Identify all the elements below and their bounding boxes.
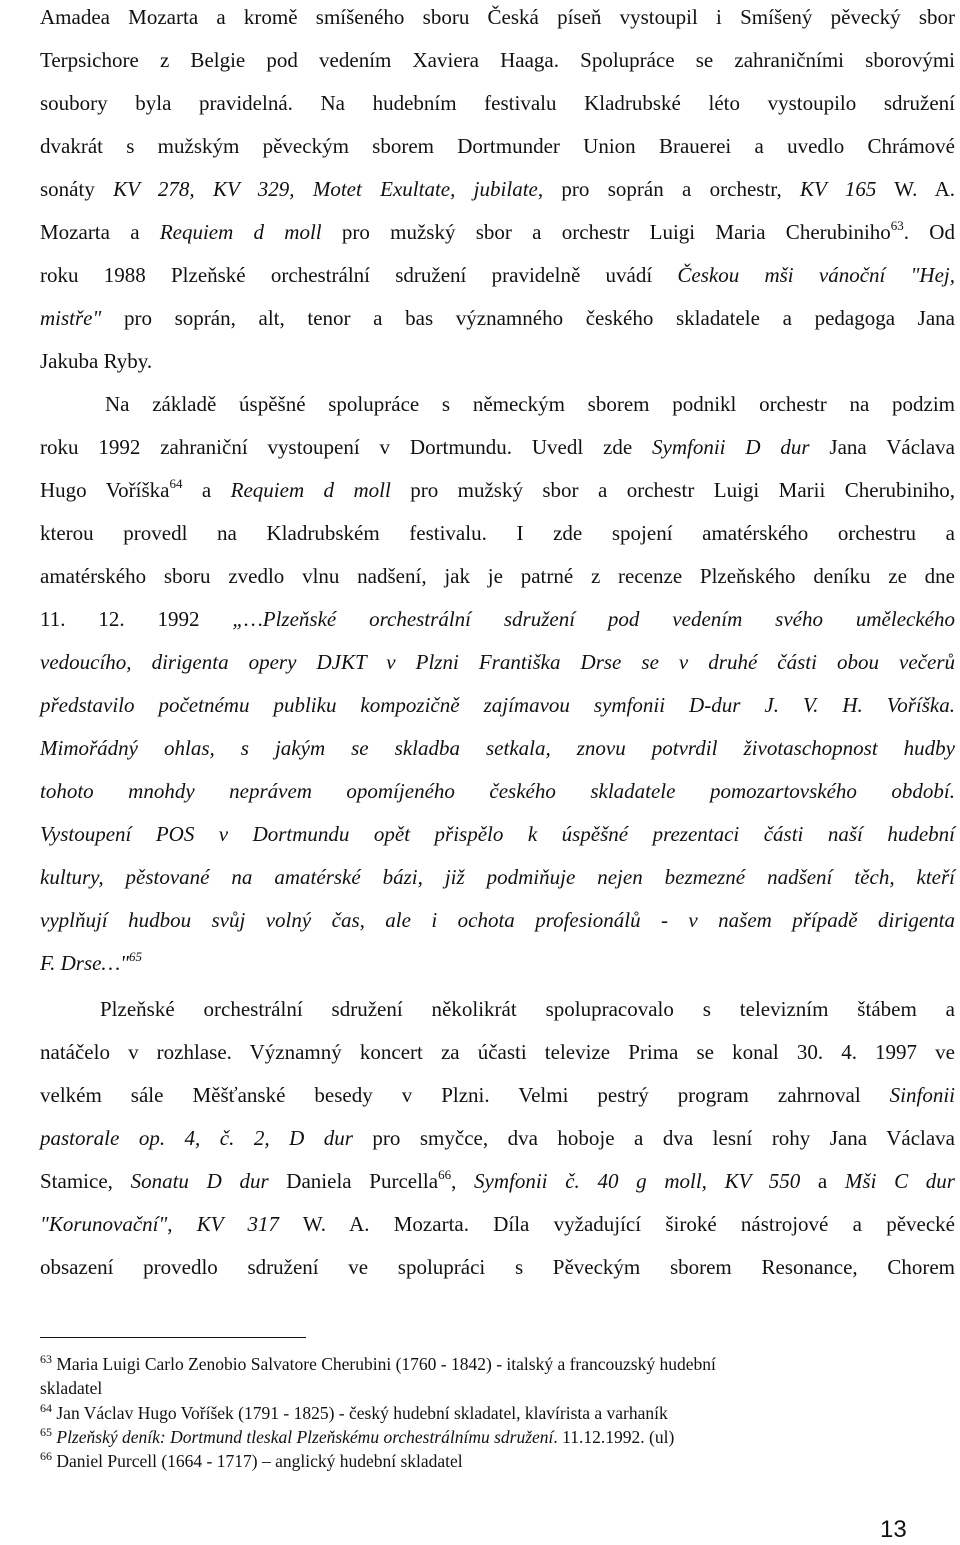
body-line: Amadea Mozarta a kromě smíšeného sboru Česká píseň vystoupil i Smíšený pěvecký sbor [40,5,955,29]
body-line: soubory byla pravidelná. Na hudebním festivalu Kladrubské léto vystoupilo sdružení [40,91,955,115]
body-line: natáčelo v rozhlase. Významný koncert za účasti televize Prima se konal 30. 4. 1997 ve [40,1040,955,1064]
footnote-separator [40,1337,306,1338]
body-line: amatérského sboru zvedlo vlnu nadšení, jak je patrné z recenze Plzeňského deníku ze dne [40,564,955,588]
body-line: sonáty KV 278, KV 329, Motet Exultate, jubilate, pro soprán a orchestr, KV 165 W. A. [40,177,955,201]
body-line: F. Drse…"$^{65}$ [40,949,142,975]
body-line: kultury, pěstované na amatérské bázi, již podmiňuje nejen bezmezné nadšení těch, kteří [40,865,955,889]
body-line: Jakuba Ryby. [40,349,153,373]
footnote-ref: 66 [438,1167,452,1182]
body-line: Mozarta a Requiem d moll pro mužský sbor a orchestr Luigi Maria Cherubiniho$^{63}$. Od [40,218,955,244]
body-line: mistře" pro soprán, alt, tenor a bas významného českého skladatele a pedagoga Jana [40,306,955,330]
body-line: Stamice, Sonatu D dur Daniela Purcella$^{66}$, Symfonii č. 40 g moll, KV 550 a Mši C dur [40,1167,955,1193]
body-line: Hugo Voříška$^{64}$ a Requiem d moll pro mužský sbor a orchestr Luigi Marii Cherubiniho, [40,476,955,502]
body-line: Mimořádný ohlas, s jakým se skladba setkala, znovu potvrdil životaschopnost hudby [40,736,955,760]
body-line: obsazení provedlo sdružení ve spolupráci s Pěveckým sborem Resonance, Chorem [40,1255,955,1279]
footnote-65: $^{65}$ Plzeňský deník: Dortmund tleskal Plzeňskému orchestrálnímu sdružení. 11.12.1992. (ul) [40,1425,675,1447]
body-line: kterou provedl na Kladrubském festivalu. I zde spojení amatérského orchestru a [40,521,955,545]
body-line: 11. 12. 1992 „…Plzeňské orchestrální sdružení pod vedením svého uměleckého [40,607,955,631]
body-line: vyplňují hudbou svůj volný čas, ale i ochota profesionálů - v našem případě dirigenta [40,908,955,932]
body-line: tohoto mnohdy neprávem opomíjeného českého skladatele pomozartovského období. [40,779,955,803]
footnote-ref: 65 [128,949,142,964]
footnote-ref: 63 [890,218,904,233]
body-line: představilo početnému publiku kompozičně zajímavou symfonii D-dur J. V. H. Voříška. [40,693,955,717]
footnote-64: $^{64}$ Jan Václav Hugo Voříšek (1791 - 1825) - český hudební skladatel, klavírista a varhaník [40,1401,668,1423]
footnote-63: $^{63}$ Maria Luigi Carlo Zenobio Salvatore Cherubini (1760 - 1842) - italský a francouzský hudební [40,1352,716,1374]
footnote-66: $^{66}$ Daniel Purcell (1664 - 1717) – anglický hudební skladatel [40,1449,463,1471]
body-line: "Korunovační", KV 317 W. A. Mozarta. Díla vyžadující široké nástrojové a pěvecké [40,1212,955,1236]
body-line: velkém sále Měšťanské besedy v Plzni. Velmi pestrý program zahrnoval Sinfonii [40,1083,955,1107]
body-line: roku 1988 Plzeňské orchestrální sdružení pravidelně uvádí Českou mši vánoční "Hej, [40,263,956,287]
body-line: Terpsichore z Belgie pod vedením Xaviera Haaga. Spolupráce se zahraničními sborovými [40,48,955,72]
body-line: roku 1992 zahraniční vystoupení v Dortmundu. Uvedl zde Symfonii D dur Jana Václava [40,435,955,459]
body-line: Plzeňské orchestrální sdružení několikrát spolupracovalo s televizním štábem a [100,997,955,1021]
body-line: pastorale op. 4, č. 2, D dur pro smyčce, dva hoboje a dva lesní rohy Jana Václava [40,1126,955,1150]
footnote-ref: 64 [169,476,183,491]
body-line: Vystoupení POS v Dortmundu opět přispělo k úspěšné prezentaci části naší hudební [40,822,955,846]
body-line: Na základě úspěšné spolupráce s německým sborem podnikl orchestr na podzim [105,392,955,416]
body-line: vedoucího, dirigenta opery DJKT v Plzni Františka Drse se v druhé části obou večerů [40,650,955,674]
body-line: dvakrát s mužským pěveckým sborem Dortmunder Union Brauerei a uvedlo Chrámové [40,134,955,158]
footnote-63-continued: skladatel [40,1378,103,1398]
page-number: 13 [880,1516,907,1543]
